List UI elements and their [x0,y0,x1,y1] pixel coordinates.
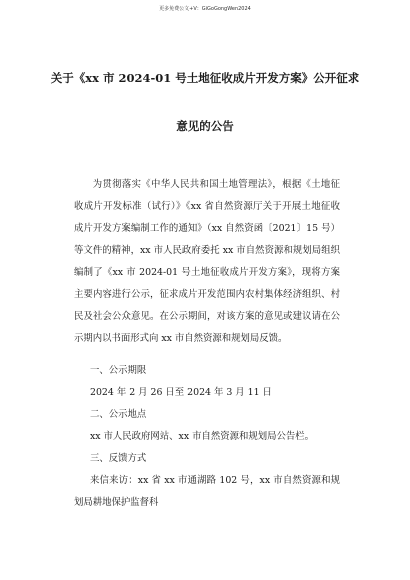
intro-paragraph-block [74,174,340,350]
section-1-content: 2024 年 2 月 26 日至 2024 年 3 月 11 日 [90,387,272,398]
section-1-heading: 一、公示期限 [90,365,147,376]
section-3-content: 来信来访：xx 省 xx 市通湖路 102 号，xx 市自然资源和规划局耕地保护监督科 [74,475,340,508]
section-3-heading: 三、反馈方式 [90,453,147,464]
document-title-line-2: 意见的公告 [176,119,234,133]
section-2-content: xx 市人民政府网站、xx 市自然资源和规划局公告栏。 [90,431,314,442]
document-title-line-1: 关于《xx 市 2024-01 号土地征收成片开发方案》公开征求 [50,71,360,85]
header-note: 更多免费公文+V：GiGoGongWen2024 [159,6,251,12]
intro-paragraph: 为贯彻落实《中华人民共和国土地管理法》，根据《土地征收成片开发标准（试行）》《xx 省自然资源厅关于开展土地征收成片开发方案编制工作的通知》（xx 自然资函〔2021〕15 号）等文件的精神，xx 市人民政府委托 xx 市自然资源和规划局组织编制了《xx 市 2024-01 号土地征收成片开发方案》，现将方案主要内容进行公示，征求成片开发范围内农村集体经济组织、村民及社会公众意见。在公示期间，对该方案的意见或建议请在公示期内以书面形式向 xx 市自然资源和规划局反馈。 [74,179,340,344]
section-2-heading: 二、公示地点 [90,409,147,420]
